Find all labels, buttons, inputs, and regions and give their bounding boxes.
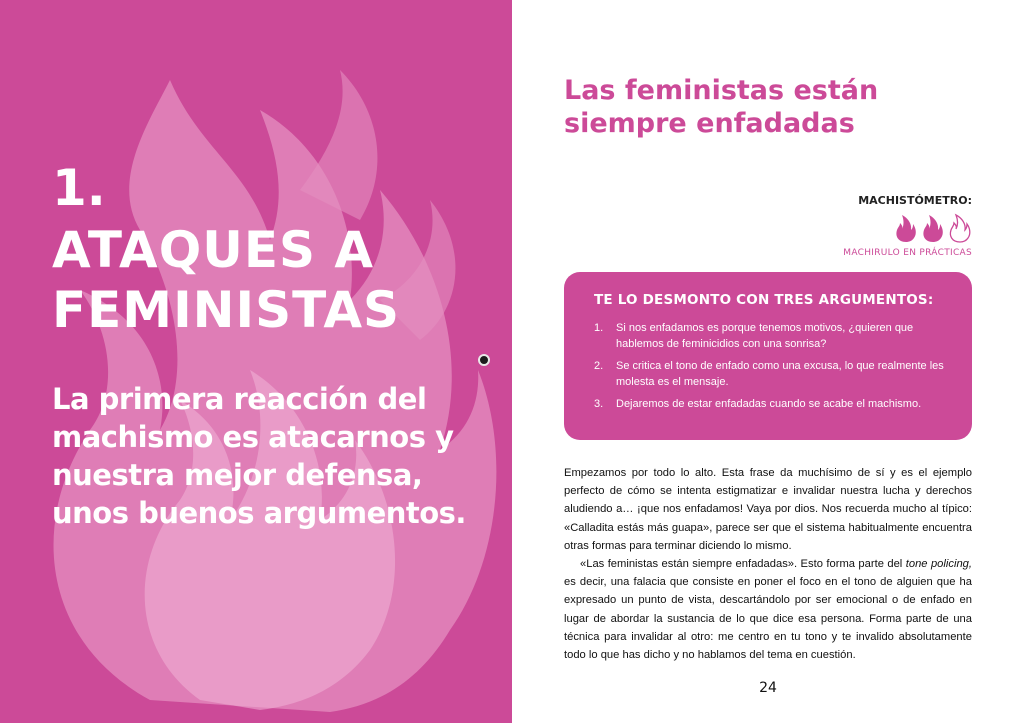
binding-hole xyxy=(478,354,490,366)
chapter-title-line2: FEMINISTAS xyxy=(52,281,401,339)
right-page xyxy=(512,0,1024,723)
flame-icon xyxy=(894,213,918,243)
list-item-text: Si nos enfadamos es porque tenemos motivos, ¿quieren que hablemos de feminicidios con una sonrisa? xyxy=(616,322,914,350)
meter-label: MACHISTÓMETRO: xyxy=(858,194,972,207)
chapter-subtitle: La primera reacción del machismo es atacarnos y nuestra mejor defensa, unos buenos argumentos. xyxy=(52,382,466,530)
page-number: 24 xyxy=(759,680,777,696)
flame-icon xyxy=(921,213,945,243)
list-item xyxy=(594,358,946,390)
chapter-number: 1. xyxy=(52,159,106,217)
emphasis-text: tone policing, xyxy=(905,558,972,571)
list-item xyxy=(594,396,946,412)
paragraph: Empezamos por todo lo alto. Esta frase da muchísimo de sí y es el ejemplo perfecto de cómo se intenta estigmatizar e invalidar nuestra lucha y derechos aludiendo a… ¡que nos enfadamos! Vaya por dios. Nos recuerda mucho al típico: «Calladita estás más guapa», parece ser que el sistema habitualmente encuentra otras formas para terminar diciendo lo mismo. xyxy=(564,467,972,552)
argument-box xyxy=(564,272,972,440)
list-item-number: 3. xyxy=(594,398,604,410)
argument-list xyxy=(594,320,946,412)
meter-flames xyxy=(772,213,972,245)
paragraph xyxy=(564,555,972,664)
chapter-title xyxy=(52,220,492,340)
flame-outline-icon xyxy=(948,213,972,243)
machistometro xyxy=(772,194,972,258)
list-item-number: 2. xyxy=(594,360,604,372)
body-text xyxy=(564,464,972,664)
paragraph-text: es decir, una falacia que consiste en poner el foco en el tono de alguien que ha expresado un punto de vista, descartándolo por ser emocional o de enfado en lugar de abordar la sustancia de lo que dice esa persona. Forma parte de una técnica para invalidar al otro: me centro en tu tono y te invalido absolutamente todo lo que has dicho y no hablamos del tema en cuestión. xyxy=(564,576,972,662)
list-item xyxy=(594,320,946,352)
meter-rating: MACHIRULO EN PRÁCTICAS xyxy=(843,248,972,258)
list-item-text: Se critica el tono de enfado como una excusa, lo que realmente les molesta es el mensaje. xyxy=(616,360,944,388)
argument-heading: TE LO DESMONTO CON TRES ARGUMENTOS: xyxy=(594,292,934,308)
paragraph-text: «Las feministas están siempre enfadadas». Esto forma parte del xyxy=(580,558,906,571)
list-item-text: Dejaremos de estar enfadadas cuando se acabe el machismo. xyxy=(616,398,922,410)
chapter-title-line1: ATAQUES A xyxy=(52,221,375,279)
list-item-number: 1. xyxy=(594,322,604,334)
chapter-heading xyxy=(52,160,492,340)
section-title: Las feministas están siempre enfadadas xyxy=(564,75,879,139)
